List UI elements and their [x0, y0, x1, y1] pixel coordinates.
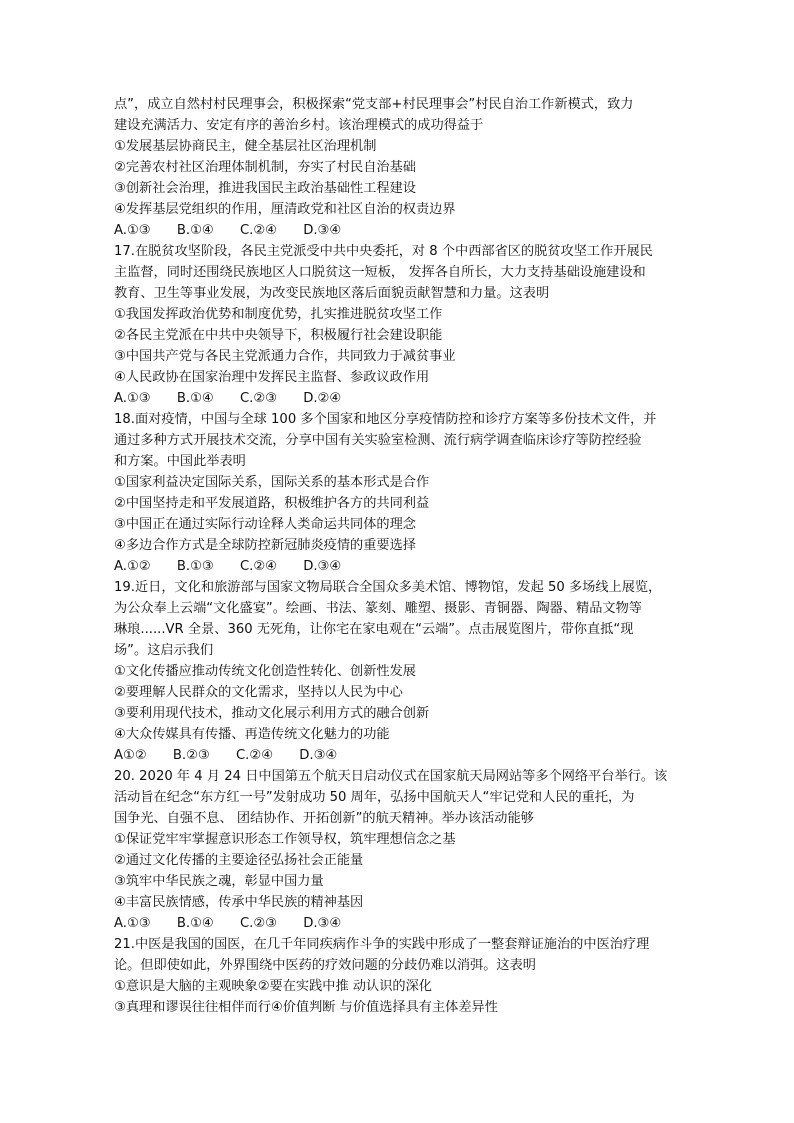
answer-option-d: D.③④	[303, 559, 342, 574]
answer-option-c: C.②③	[239, 391, 277, 406]
answer-option-a: A①②	[114, 748, 147, 763]
answer-option-c: C.②③	[239, 916, 277, 931]
statement-item: ③真理和谬误往往相伴而行④价值判断 与价值选择具有主体差异性	[114, 1000, 498, 1015]
question-stem-line: 17.在脱贫攻坚阶段，各民主党派受中共中央委托，对 8 个中西部省区的脱贫攻坚工作开展民	[114, 244, 653, 259]
answer-option-d: D.③④	[303, 916, 342, 931]
answer-options	[114, 913, 684, 934]
statement-item: ②要理解人民群众的文化需求，坚持以人民为中心	[114, 685, 403, 700]
answer-option-a: A.①③	[114, 391, 151, 406]
question-stem-line: 论。但即使如此，外界围绕中医药的疗效问题的分歧仍难以消弭。这表明	[114, 958, 536, 973]
answer-option-c: C.②④	[235, 748, 274, 763]
question-stem-line: 和方案。中国此举表明	[114, 454, 246, 469]
question-stem-line: 21.中医是我国的国医，在几千年同疾病作斗争的实践中形成了一整套辩证施治的中医治疗理	[114, 937, 650, 952]
answer-option-d: D.③④	[303, 223, 342, 238]
statement-item: ④大众传媒具有传播、再造传统文化魅力的功能	[114, 727, 390, 742]
statement-item: ③筑牢中华民族之魂，彰显中国力量	[114, 874, 324, 889]
answer-option-d: D.②④	[303, 391, 342, 406]
answer-option-a: A.①③	[114, 916, 151, 931]
question-20	[114, 766, 684, 934]
answer-option-b: B.①③	[176, 559, 214, 574]
question-stem-line: 场”。这启示我们	[114, 643, 214, 658]
answer-options	[114, 388, 684, 409]
answer-option-b: B.①④	[176, 223, 214, 238]
question-stem-line: 20. 2020 年 4 月 24 日中国第五个航天日启动仪式在国家航天局网站等多个网络平台举行。该	[114, 769, 668, 784]
statement-item: ③中国共产党与各民主党派通力合作，共同致力于减贫事业	[114, 349, 456, 364]
statement-item: ①我国发挥政治优势和制度优势，扎实推进脱贫攻坚工作	[114, 307, 443, 322]
statement-item: ①国家利益决定国际关系，国际关系的基本形式是合作	[114, 475, 430, 490]
statement-item: ②通过文化传播的主要途径弘扬社会正能量	[114, 853, 364, 868]
question-stem-line: 主监督，同时还围绕民族地区人口脱贫这一短板， 发挥各自所长，大力支持基础设施建设和	[114, 265, 646, 280]
answer-option-c: C.②④	[239, 559, 277, 574]
statement-item: ③创新社会治理，推进我国民主政治基础性工程建设	[114, 181, 416, 196]
statement-item: ②完善农村社区治理体制机制，夯实了村民自治基础	[114, 160, 416, 175]
statement-item: ①保证党牢牢掌握意识形态工作领导权，筑牢理想信念之基	[114, 832, 456, 847]
question-stem-line: 活动旨在纪念“东方红一号”发射成功 50 周年，弘扬中国航天人“牢记党和人民的重托，为	[114, 790, 635, 805]
statement-item: ③中国正在通过实际行动诠释人类命运共同体的理念	[114, 517, 416, 532]
statement-item: ④发挥基层党组织的作用，厘清政党和社区自治的权责边界	[114, 202, 456, 217]
statement-item: ②中国坚持走和平发展道路，积极维护各方的共同利益	[114, 496, 430, 511]
question-stem-line: 教育、卫生等事业发展，为改变民族地区落后面貌贡献智慧和力量。这表明	[114, 286, 550, 301]
question-stem-line: 为公众奉上云端“文化盛宴”。绘画、书法、篆刻、雕塑、摄影、青铜器、陶器、精品文物等	[114, 601, 642, 616]
answer-options	[114, 220, 684, 241]
question-21	[114, 934, 684, 1018]
statement-item: ①发展基层协商民主，健全基层社区治理机制	[114, 139, 377, 154]
answer-option-a: A.①②	[114, 559, 151, 574]
answer-option-b: B.②③	[172, 748, 210, 763]
answer-option-d: D.③④	[299, 748, 338, 763]
question-19	[114, 577, 684, 766]
answer-option-b: B.①④	[176, 391, 214, 406]
answer-option-c: C.②④	[239, 223, 277, 238]
question-stem-line: 18.面对疫情，中国与全球 100 多个国家和地区分享疫情防控和诊疗方案等多份技术文件，并	[114, 412, 657, 427]
exam-content	[114, 94, 684, 1018]
question-18	[114, 409, 684, 577]
question-stem-line: 通过多种方式开展技术交流，分享中国有关实验室检测、流行病学调查临床诊疗等防控经验	[114, 433, 642, 448]
statement-item: ①文化传播应推动传统文化创造性转化、创新性发展	[114, 664, 416, 679]
answer-option-a: A.①③	[114, 223, 151, 238]
answer-options	[114, 745, 684, 766]
statement-item: ④多边合作方式是全球防控新冠肺炎疫情的重要选择	[114, 538, 416, 553]
question-stem-line: 建设充满活力、安定有序的善治乡村。该治理模式的成功得益于	[114, 118, 484, 133]
statement-item: ③要利用现代技术，推动文化展示利用方式的融合创新	[114, 706, 430, 721]
question-stem-line: 琳琅......VR 全景、360 无死角，让你宅在家电观在“云端”。点击展览图片，带你直抵“现	[114, 622, 634, 637]
question-stem-line: 点”，成立自然村村民理事会，积极探索“党支部+村民理事会”村民自治工作新模式，致力	[114, 97, 634, 112]
statement-item: ④丰富民族情感，传承中华民族的精神基因	[114, 895, 364, 910]
statement-item: ②各民主党派在中共中央领导下，积极履行社会建设职能	[114, 328, 443, 343]
question-16	[114, 94, 684, 241]
statement-item: ①意识是大脑的主观映象②要在实践中推 动认识的深化	[114, 979, 432, 994]
statement-item: ④人民政协在国家治理中发挥民主监督、参政议政作用	[114, 370, 430, 385]
question-stem-line: 19.近日，文化和旅游部与国家文物局联合全国众多美术馆、博物馆，发起 50 多场线上展览，	[114, 580, 662, 595]
question-17	[114, 241, 684, 409]
question-stem-line: 国争光、自强不息、 团结协作、开拓创新”的航天精神。举办该活动能够	[114, 811, 534, 826]
answer-option-b: B.①④	[176, 916, 214, 931]
answer-options	[114, 556, 684, 577]
